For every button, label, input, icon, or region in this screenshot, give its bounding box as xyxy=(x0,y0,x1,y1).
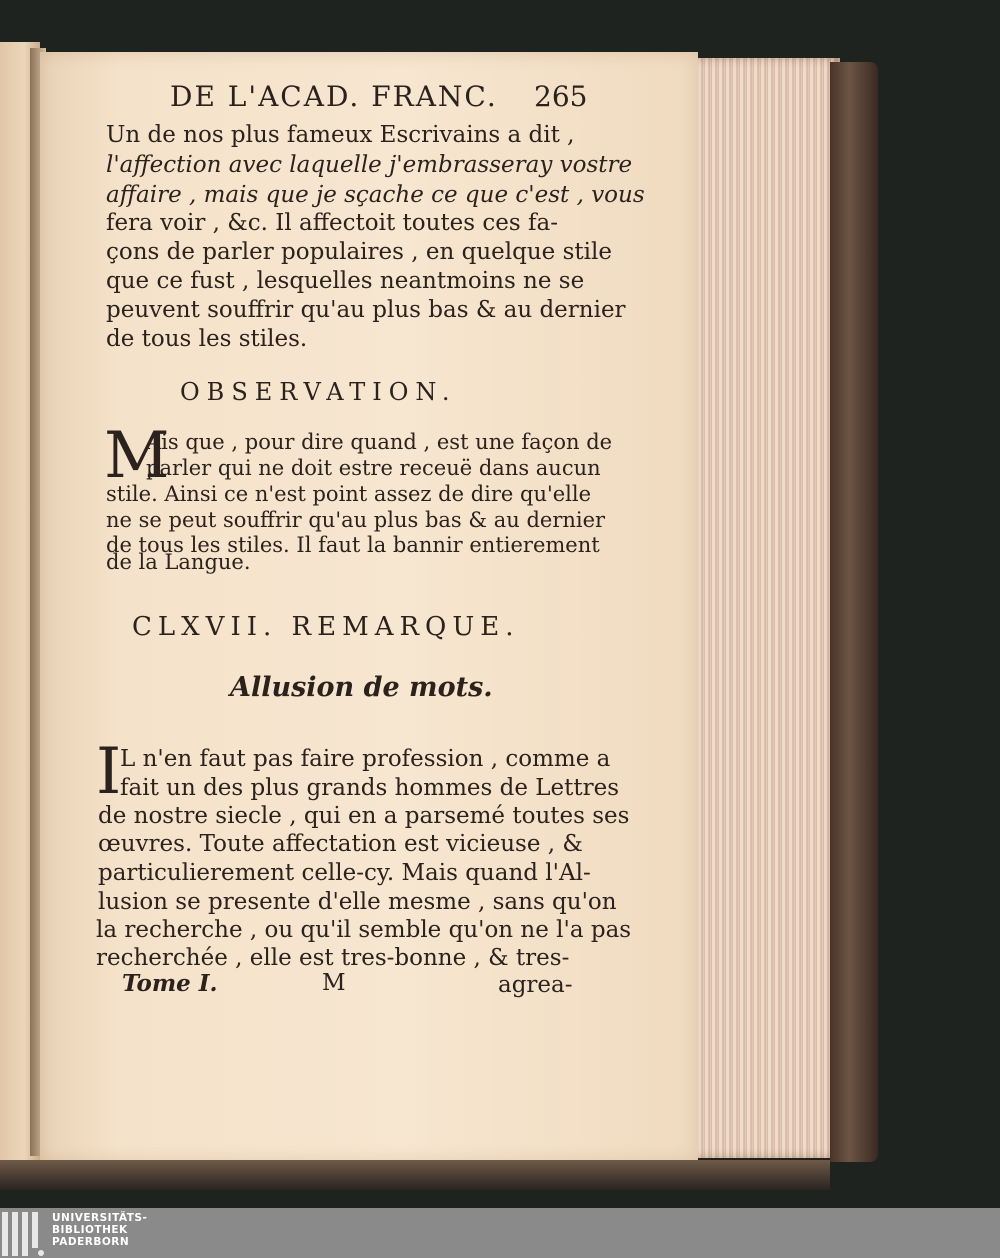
page-block-edges xyxy=(698,58,840,1158)
text-line: affaire , mais que je sçache ce que c'est , vous xyxy=(106,182,645,208)
logo-line: PADERBORN xyxy=(52,1236,130,1248)
library-logo-icon xyxy=(2,1212,46,1256)
observation-heading: OBSERVATION. xyxy=(180,378,457,406)
text-line: de tous les stiles. Il faut la bannir entierement xyxy=(106,533,600,557)
running-head: DE L'ACAD. FRANC. xyxy=(170,80,498,113)
volume-label: Tome I. xyxy=(122,970,218,997)
book-bottom-edge xyxy=(0,1160,830,1190)
catchword: agrea- xyxy=(498,972,573,998)
text-line: de nostre siecle , qui en a parsemé toutes ses xyxy=(98,803,630,829)
logo-line: UNIVERSITÄTS- xyxy=(52,1212,148,1224)
text-line: la recherche , ou qu'il semble qu'on ne l'a pas xyxy=(96,917,632,943)
library-logo-text xyxy=(52,1212,147,1248)
text-line: çons de parler populaires , en quelque stile xyxy=(106,239,612,265)
remarque-subtitle: Allusion de mots. xyxy=(230,672,493,703)
text-line: de la Langue. xyxy=(106,550,251,574)
text-line: parler qui ne doit estre receuë dans aucun xyxy=(146,456,601,480)
text-line: de tous les stiles. xyxy=(106,326,308,352)
text-line: lusion se presente d'elle mesme , sans qu'on xyxy=(98,889,617,915)
page-number: 265 xyxy=(534,80,588,113)
text-line: œuvres. Toute affectation est vicieuse , & xyxy=(98,831,583,857)
library-footer xyxy=(0,1208,1000,1258)
text-line: particulierement celle-cy. Mais quand l'Al- xyxy=(98,860,591,886)
text-line: ne se peut souffrir qu'au plus bas & au dernier xyxy=(106,508,606,532)
remarque-heading: CLXVII. REMARQUE. xyxy=(132,612,520,642)
leather-cover xyxy=(830,62,878,1162)
text-line: fait un des plus grands hommes de Lettres xyxy=(120,775,620,801)
text-line: recherchée , elle est tres-bonne , & tres- xyxy=(96,945,570,971)
text-line: l'affection avec laquelle j'embrasseray vostre xyxy=(106,152,633,178)
text-line: peuvent souffrir qu'au plus bas & au dernier xyxy=(106,297,626,323)
text-line: L n'en faut pas faire profession , comme a xyxy=(120,746,611,772)
logo-line: BIBLIOTHEK xyxy=(52,1224,128,1236)
text-line: Un de nos plus fameux Escrivains a dit , xyxy=(106,122,575,148)
text-line: Ais que , pour dire quand , est une façon de xyxy=(146,430,613,454)
signature-mark: M xyxy=(322,970,346,996)
text-line: fera voir , &c. Il affectoit toutes ces fa- xyxy=(106,210,559,236)
drop-capital: M xyxy=(104,419,170,493)
text-line: que ce fust , lesquelles neantmoins ne se xyxy=(106,268,585,294)
drop-capital: I xyxy=(96,735,122,809)
text-line: stile. Ainsi ce n'est point assez de dire qu'elle xyxy=(106,482,592,506)
